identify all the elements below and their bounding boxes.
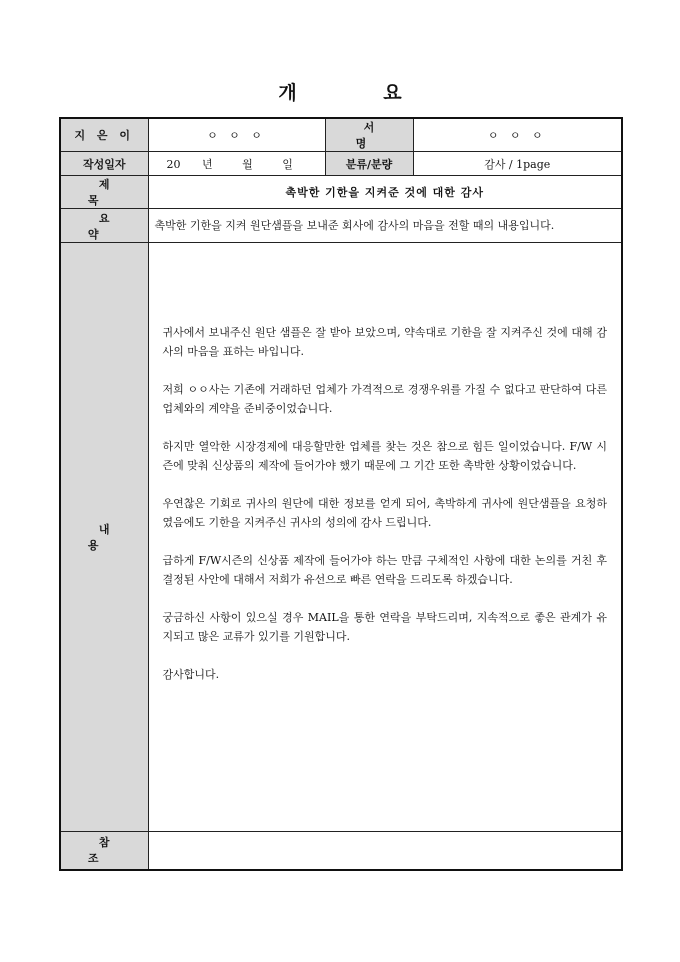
- author-row: [60, 118, 622, 152]
- signature-label: 서 명: [325, 118, 413, 152]
- content-paragraph: 감사합니다.: [162, 668, 220, 681]
- subject-label: 제 목: [60, 176, 148, 209]
- summary-form-table: [59, 117, 623, 871]
- content-body: [148, 243, 622, 832]
- date-day-unit: 일: [282, 157, 293, 171]
- date-label: 작성일자: [60, 152, 148, 176]
- author-value: ㅇ ㅇ ㅇ: [148, 118, 325, 152]
- summary-row: [60, 209, 622, 243]
- date-row: [60, 152, 622, 176]
- signature-value: ㅇ ㅇ ㅇ: [413, 118, 622, 152]
- content-paragraph: 귀사에서 보내주신 원단 샘플은 잘 받아 보았으며, 약속대로 기한을 잘 지켜주신 것에 대해 감사의 마음을 표하는 바입니다.: [162, 326, 607, 358]
- content-paragraph: 급하게 F/W시즌의 신상품 제작에 들어가야 하는 만큼 구체적인 사항에 대한 논의를 거친 후 결정된 사안에 대해서 저희가 유선으로 빠른 연락을 드리도록 하겠습니다.: [162, 554, 607, 586]
- subject-value: 촉박한 기한을 지켜준 것에 대한 감사: [148, 176, 622, 209]
- content-label: 내 용: [60, 243, 148, 832]
- summary-value: 촉박한 기한을 지켜 원단샘플을 보내준 회사에 감사의 마음을 전할 때의 내용입니다.: [148, 209, 622, 243]
- reference-value: [148, 832, 622, 870]
- content-row: [60, 243, 622, 832]
- date-year: 20: [166, 157, 181, 171]
- reference-label: 참 조: [60, 832, 148, 870]
- category-label: 분류/분량: [325, 152, 413, 176]
- author-label: 지 은 이: [60, 118, 148, 152]
- summary-label: 요 약: [60, 209, 148, 243]
- content-paragraph: 저희 ㅇㅇ사는 기존에 거래하던 업체가 가격적으로 경쟁우위를 가질 수 없다고 판단하여 다른 업체와의 계약을 준비중이었습니다.: [162, 383, 607, 415]
- category-value: 감사 / 1page: [413, 152, 622, 176]
- content-paragraph: 우연찮은 기회로 귀사의 원단에 대한 정보를 얻게 되어, 촉박하게 귀사에 원단샘플을 요청하였음에도 기한을 지켜주신 귀사의 성의에 감사 드립니다.: [162, 497, 607, 529]
- document-title: 개 요: [278, 82, 442, 104]
- content-paragraph: 하지만 열악한 시장경제에 대응할만한 업체를 찾는 것은 참으로 힘든 일이었습니다. F/W 시즌에 맞춰 신상품의 제작에 들어가야 했기 때문에 그 기간 또한 촉박한 상황이었습니다.: [162, 440, 607, 472]
- date-value: [148, 152, 325, 176]
- date-year-unit: 년: [202, 157, 213, 171]
- subject-row: [60, 176, 622, 209]
- reference-row: [60, 832, 622, 870]
- content-paragraph: 궁금하신 사항이 있으실 경우 MAIL을 통한 연락을 부탁드리며, 지속적으로 좋은 관계가 유지되고 많은 교류가 있기를 기원합니다.: [162, 611, 607, 643]
- date-month-unit: 월: [242, 157, 253, 171]
